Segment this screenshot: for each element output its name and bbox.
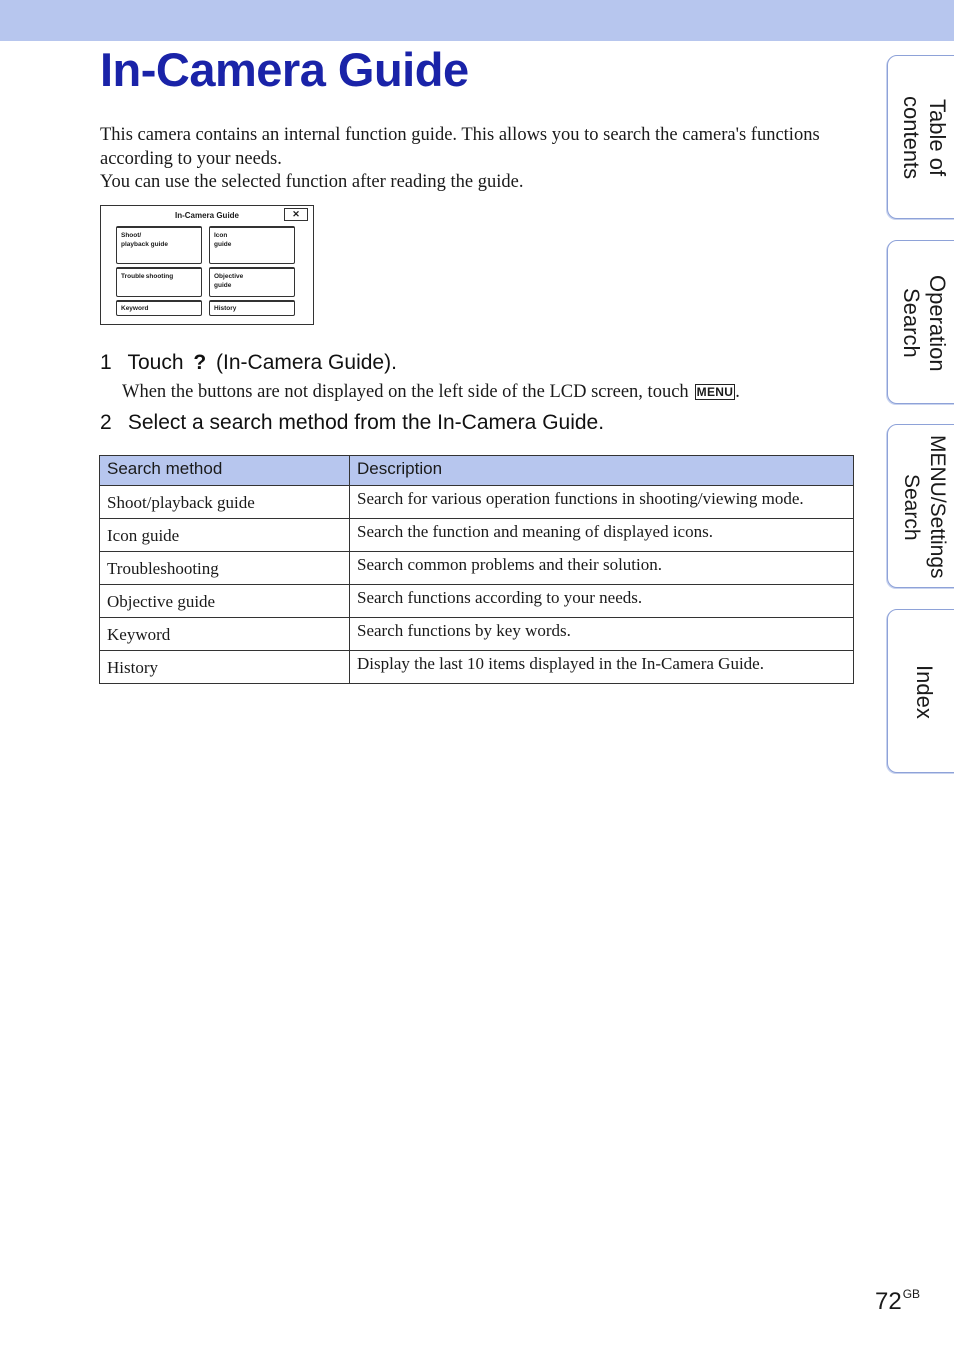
step-text: (In-Camera Guide). (216, 351, 397, 374)
table-cell-description: Search functions according to your needs. (350, 585, 854, 618)
step-number: 1 (100, 351, 112, 374)
screen-button-objective-guide: Objective guide (209, 267, 295, 297)
tab-index[interactable] (887, 609, 954, 773)
help-icon: ? (193, 351, 207, 374)
tab-menu-settings-search[interactable] (887, 424, 954, 588)
step-text: Select a search method from the In-Camera Guide. (127, 411, 605, 434)
screen-button-history: History (209, 300, 295, 316)
table-cell-description: Display the last 10 items displayed in the In-Camera Guide. (350, 651, 854, 684)
top-header-band (0, 0, 954, 41)
step-number: 2 (100, 411, 112, 434)
intro-text (100, 124, 820, 195)
table-cell-method: History (100, 651, 350, 684)
screen-title: In-Camera Guide (174, 211, 239, 220)
step-1 (100, 351, 397, 375)
table-row (100, 486, 854, 519)
menu-icon: MENU (696, 385, 734, 399)
tab-label: MENU/Settings Search (900, 435, 949, 579)
search-method-table (99, 455, 854, 684)
note-text: When the buttons are not displayed on the left side of the LCD screen, touch (122, 382, 689, 402)
page-number: $72^{GB}$ (875, 1287, 921, 1315)
table-cell-method: Troubleshooting (100, 552, 350, 585)
screen-button-shoot-playback-guide: Shoot/ playback guide (116, 226, 202, 264)
step-1-note (122, 382, 740, 403)
table-header-row (100, 456, 854, 486)
tab-label: Operation Search (899, 274, 950, 372)
table-row (100, 519, 854, 552)
tab-label: Index (912, 665, 937, 719)
screen-button-troubleshooting: Trouble shooting (116, 267, 202, 297)
table-cell-description: Search common problems and their solution. (350, 552, 854, 585)
close-icon: ✕ (284, 208, 308, 221)
table-cell-description: Search for various operation functions in shooting/viewing mode. (350, 486, 854, 519)
table-row (100, 618, 854, 651)
step-text: Touch (127, 351, 184, 374)
note-end: . (735, 382, 740, 402)
table-cell-method: Keyword (100, 618, 350, 651)
intro-paragraph-1: This camera contains an internal function guide. This allows you to search the camera's functions according to your needs. (100, 125, 820, 169)
step-2 (100, 411, 604, 435)
page-title: In-Camera Guide (100, 43, 469, 96)
screen-button-icon-guide: Icon guide (209, 226, 295, 264)
header-search-method: Search method (100, 456, 350, 486)
table-row (100, 552, 854, 585)
in-camera-guide-screen-illustration (100, 205, 314, 325)
table-cell-description: Search functions by key words. (350, 618, 854, 651)
header-description: Description (350, 456, 854, 486)
table-cell-method: Shoot/playback guide (100, 486, 350, 519)
table-cell-method: Icon guide (100, 519, 350, 552)
tab-operation-search[interactable] (887, 240, 954, 404)
table-row (100, 585, 854, 618)
intro-paragraph-2: You can use the selected function after reading the guide. (100, 172, 524, 192)
tab-table-of-contents[interactable] (887, 55, 954, 219)
table-cell-description: Search the function and meaning of displayed icons. (350, 519, 854, 552)
screen-button-keyword: Keyword (116, 300, 202, 316)
table-row (100, 651, 854, 684)
table-cell-method: Objective guide (100, 585, 350, 618)
tab-label: Table of contents (899, 96, 950, 180)
